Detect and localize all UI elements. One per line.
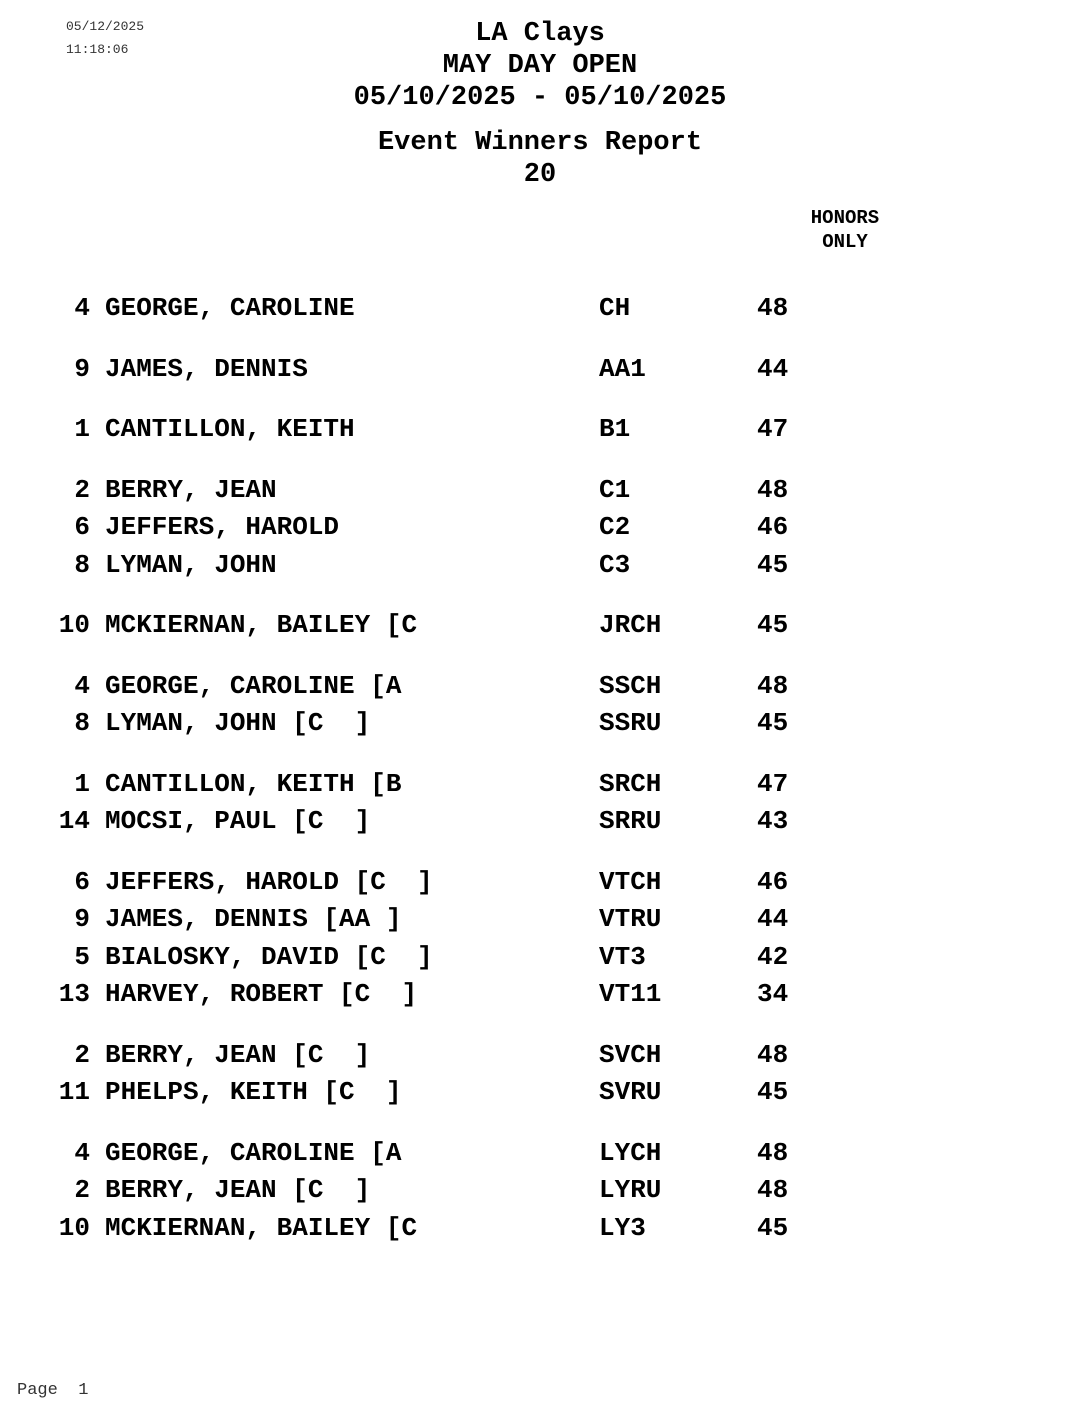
shooter-number: 8 [74,708,90,738]
winner-group [0,1037,1088,1112]
winner-row [0,803,1088,841]
winner-row [0,976,1088,1014]
shooter-name: JEFFERS, HAROLD [C ] [105,866,433,897]
honors-only-label [800,206,890,254]
winner-row [0,607,1088,645]
winner-row [0,668,1088,706]
award-class: C2 [599,512,631,542]
shooter-name: MCKIERNAN, BAILEY [C [105,1212,418,1243]
winner-row [0,901,1088,939]
shooter-name: PHELPS, KEITH [C ] [105,1077,402,1107]
award-class: C3 [599,549,631,580]
shooter-number: 11 [58,1077,90,1107]
page-label: Page [17,1381,58,1400]
report-header [0,18,1080,191]
award-class: VTCH [599,866,662,897]
score: 45 [757,1077,789,1107]
winner-row [0,1074,1088,1112]
shooter-name: GEORGE, CAROLINE [A [105,1137,402,1168]
score: 48 [757,1137,789,1168]
score: 44 [757,353,789,384]
winner-group [0,864,1088,1014]
winner-row [0,290,1088,328]
award-class: SVCH [599,1039,662,1070]
winners-list [0,290,1088,1270]
honors-label-line2: ONLY [822,231,868,253]
shooter-number: 5 [74,941,90,972]
score: 34 [757,979,789,1009]
winner-group [0,1135,1088,1248]
score: 45 [757,1212,789,1243]
score: 48 [757,474,789,505]
score: 45 [757,708,789,738]
winner-row [0,472,1088,510]
score: 45 [757,610,789,640]
score: 48 [757,1175,789,1205]
score: 47 [757,768,789,799]
award-class: SRRU [599,806,662,836]
winner-row [0,1210,1088,1248]
shooter-name: JAMES, DENNIS [AA ] [105,904,402,934]
shooter-name: MOCSI, PAUL [C ] [105,806,371,836]
shooter-number: 10 [58,610,90,640]
award-class: SRCH [599,768,662,799]
report-title: Event Winners Report [377,128,703,158]
winner-row [0,766,1088,804]
award-class: AA1 [599,353,646,384]
score: 46 [757,866,789,897]
shooter-name: HARVEY, ROBERT [C ] [105,979,418,1009]
winner-group [0,290,1088,328]
shooter-name: JEFFERS, HAROLD [105,512,340,542]
award-class: SSCH [599,670,662,701]
shooter-name: BERRY, JEAN [C ] [105,1175,371,1205]
winner-row [0,1037,1088,1075]
event-number: 20 [523,160,557,190]
honors-label-line1: HONORS [810,207,880,229]
award-class: LYCH [599,1137,662,1168]
event-name: MAY DAY OPEN [442,51,638,81]
shooter-number: 1 [74,768,90,799]
award-class: LYRU [599,1175,662,1205]
winner-group [0,766,1088,841]
shooter-number: 2 [74,1039,90,1070]
shooter-number: 4 [74,293,90,323]
award-class: CH [599,293,631,323]
shooter-number: 2 [74,474,90,505]
shooter-name: LYMAN, JOHN [C ] [105,708,371,738]
shooter-name: JAMES, DENNIS [105,353,308,384]
club-name: LA Clays [475,19,605,49]
page-footer [17,1381,88,1400]
shooter-number: 1 [74,414,90,444]
award-class: VTRU [599,904,662,934]
shooter-name: GEORGE, CAROLINE [105,293,355,323]
score: 42 [757,941,789,972]
shooter-name: CANTILLON, KEITH [105,414,355,444]
award-class: VT3 [599,941,646,972]
winner-group [0,607,1088,645]
shooter-number: 4 [74,670,90,701]
score: 47 [757,414,789,444]
winner-row [0,705,1088,743]
shooter-name: BERRY, JEAN [105,474,277,505]
award-class: VT11 [599,979,662,1009]
score: 48 [757,670,789,701]
winner-group [0,411,1088,449]
award-class: B1 [599,414,631,444]
winner-row [0,509,1088,547]
shooter-number: 8 [74,549,90,580]
winner-row [0,939,1088,977]
score: 43 [757,806,789,836]
shooter-number: 10 [58,1212,90,1243]
shooter-name: BIALOSKY, DAVID [C ] [105,941,433,972]
shooter-number: 6 [74,866,90,897]
winner-row [0,411,1088,449]
award-class: JRCH [599,610,662,640]
winner-row [0,1135,1088,1173]
score: 44 [757,904,789,934]
winner-group [0,351,1088,389]
score: 48 [757,1039,789,1070]
score: 46 [757,512,789,542]
shooter-number: 13 [58,979,90,1009]
winner-group [0,668,1088,743]
shooter-name: CANTILLON, KEITH [B [105,768,402,799]
winner-row [0,351,1088,389]
print-date: 05/12/2025 [66,19,145,34]
shooter-number: 9 [74,904,90,934]
score: 48 [757,293,789,323]
shooter-name: GEORGE, CAROLINE [A [105,670,402,701]
award-class: C1 [599,474,631,505]
shooter-name: LYMAN, JOHN [105,549,277,580]
winner-row [0,864,1088,902]
score: 45 [757,549,789,580]
shooter-name: MCKIERNAN, BAILEY [C [105,610,418,640]
shooter-name: BERRY, JEAN [C ] [105,1039,371,1070]
shooter-number: 4 [74,1137,90,1168]
shooter-number: 2 [74,1175,90,1205]
shooter-number: 6 [74,512,90,542]
award-class: SVRU [599,1077,662,1107]
shooter-number: 14 [58,806,90,836]
award-class: SSRU [599,708,662,738]
award-class: LY3 [599,1212,646,1243]
page-number: 1 [78,1381,89,1400]
winner-group [0,472,1088,585]
event-dates: 05/10/2025 - 05/10/2025 [353,83,727,113]
shooter-number: 9 [74,353,90,384]
winner-row [0,547,1088,585]
print-time: 11:18:06 [66,42,129,57]
winner-row [0,1172,1088,1210]
